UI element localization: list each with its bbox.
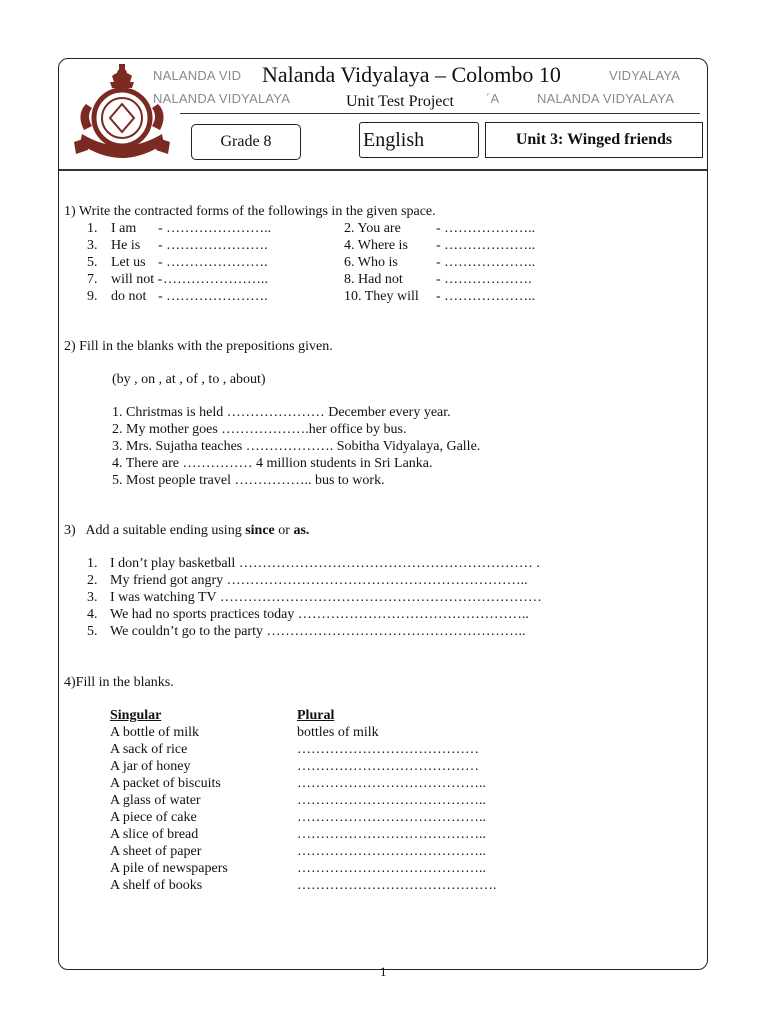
- q1-item-word: 4. Where is: [344, 238, 408, 253]
- q1-item-number: 3.: [87, 238, 98, 253]
- q1-item-number: 9.: [87, 289, 98, 304]
- q1-item-word: will not -: [111, 272, 163, 287]
- q3-instruction-text: 3) Add a suitable ending using: [64, 523, 246, 538]
- singular-cell: A sack of rice: [110, 742, 188, 757]
- q2-sentence: 5. Most people travel …………….. bus to work.: [112, 473, 385, 488]
- unit-box: [485, 122, 703, 158]
- q1-answer-blank: - ………………..: [436, 255, 536, 270]
- plural-cell: …………………………………..: [297, 776, 486, 791]
- q2-sentence: 3. Mrs. Sujatha teaches ………………. Sobitha Vidyalaya, Galle.: [112, 439, 481, 454]
- q3-sentence: I was watching TV ……………………………………………………………: [110, 590, 542, 605]
- singular-cell: A jar of honey: [110, 759, 191, 774]
- q1-item-word: 8. Had not: [344, 272, 403, 287]
- q2-instruction: 2) Fill in the blanks with the prepositions given.: [64, 339, 333, 354]
- q1-answer-blank: - ………………….: [158, 238, 268, 253]
- q1-item-word: 2. You are: [344, 221, 401, 236]
- q4-instruction: 4)Fill in the blanks.: [64, 675, 174, 690]
- q1-item-word: do not: [111, 289, 147, 304]
- singular-cell: A packet of biscuits: [110, 776, 221, 791]
- q1-answer-blank: - ……………….: [436, 272, 532, 287]
- q1-answer-blank: - ………………….: [158, 255, 268, 270]
- q1-item-word: 10. They will: [344, 289, 419, 304]
- q3-keyword-as: as.: [293, 523, 310, 538]
- page-number: 1: [380, 964, 387, 979]
- q3-item-number: 3.: [87, 590, 98, 605]
- plural-cell: …………………………………..: [297, 844, 486, 859]
- q1-answer-blank: - …………………..: [158, 221, 272, 236]
- singular-cell: A pile of newspapers: [110, 861, 228, 876]
- watermark-text: NALANDA VIDYALAYA: [153, 91, 291, 106]
- q3-or: or: [274, 523, 294, 538]
- q3-sentence: We couldn’t go to the party ………………………………………………..: [110, 624, 526, 639]
- watermark-text: VIDYALAYA: [609, 68, 681, 83]
- singular-cell: A bottle of milk: [110, 725, 200, 740]
- singular-cell: A slice of bread: [110, 827, 199, 842]
- q2-sentence: 4. There are …………… 4 million students in Sri Lanka.: [112, 456, 433, 471]
- plural-cell: …………………………………..: [297, 810, 486, 825]
- q3-item-number: 2.: [87, 573, 98, 588]
- q1-instruction: 1) Write the contracted forms of the followings in the given space.: [64, 204, 436, 219]
- plural-cell: …………………………………..: [297, 827, 486, 842]
- q3-sentence: We had no sports practices today …………………………………………..: [110, 607, 529, 622]
- q3-sentence: I don’t play basketball ……………………………………………………… .: [110, 556, 540, 571]
- q1-item-number: 7.: [87, 272, 98, 287]
- q1-item-number: 5.: [87, 255, 98, 270]
- plural-header: Plural: [297, 708, 335, 723]
- school-title: Nalanda Vidyalaya – Colombo 10: [262, 62, 561, 87]
- watermark-text: NALANDA VID: [153, 68, 242, 83]
- q1-answer-blank: - ………………..: [436, 221, 536, 236]
- plural-cell: bottles of milk: [297, 725, 379, 740]
- plural-cell: …………………………………..: [297, 793, 486, 808]
- q1-item-word: He is: [111, 238, 141, 253]
- page-subtitle: Unit Test Project: [346, 93, 454, 110]
- q2-sentence: 1. Christmas is held ………………… December every year.: [112, 405, 451, 420]
- q1-answer-blank: - ………………..: [436, 289, 536, 304]
- q1-item-word: 6. Who is: [344, 255, 398, 270]
- grade-box: [191, 124, 301, 160]
- plural-cell: …………………………………….: [297, 878, 497, 893]
- q3-item-number: 1.: [87, 556, 98, 571]
- singular-cell: A sheet of paper: [110, 844, 202, 859]
- q3-sentence: My friend got angry ………………………………………………………..: [110, 573, 528, 588]
- singular-cell: A shelf of books: [110, 878, 203, 893]
- q3-instruction: [64, 523, 309, 539]
- q1-answer-blank: - ………………….: [158, 289, 268, 304]
- header-rule: [180, 113, 700, 114]
- q2-sentence: 2. My mother goes ……………….her office by bus.: [112, 422, 407, 437]
- q3-keyword-since: since: [245, 523, 275, 538]
- header-divider: [59, 169, 707, 171]
- q1-item-word: Let us: [111, 255, 146, 270]
- singular-header: Singular: [110, 708, 162, 723]
- singular-cell: A piece of cake: [110, 810, 197, 825]
- watermark-text: NALANDA VIDYALAYA: [537, 91, 675, 106]
- plural-cell: …………………………………..: [297, 861, 486, 876]
- q1-answer-blank: - ………………..: [436, 238, 536, 253]
- plural-cell: …………………………………: [297, 742, 479, 757]
- subject-label: English: [363, 128, 425, 151]
- q3-item-number: 4.: [87, 607, 98, 622]
- q1-answer-blank: …………………..: [163, 272, 268, 287]
- q1-item-word: I am: [111, 221, 137, 236]
- q2-options: (by , on , at , of , to , about): [112, 372, 266, 387]
- plural-cell: …………………………………: [297, 759, 479, 774]
- singular-cell: A glass of water: [110, 793, 201, 808]
- q3-item-number: 5.: [87, 624, 98, 639]
- grade-label: Grade 8: [220, 133, 272, 150]
- watermark-text: ´A: [486, 91, 500, 106]
- subject-box: [359, 122, 479, 158]
- unit-label: Unit 3: Winged friends: [515, 131, 673, 148]
- q1-item-number: 1.: [87, 221, 98, 236]
